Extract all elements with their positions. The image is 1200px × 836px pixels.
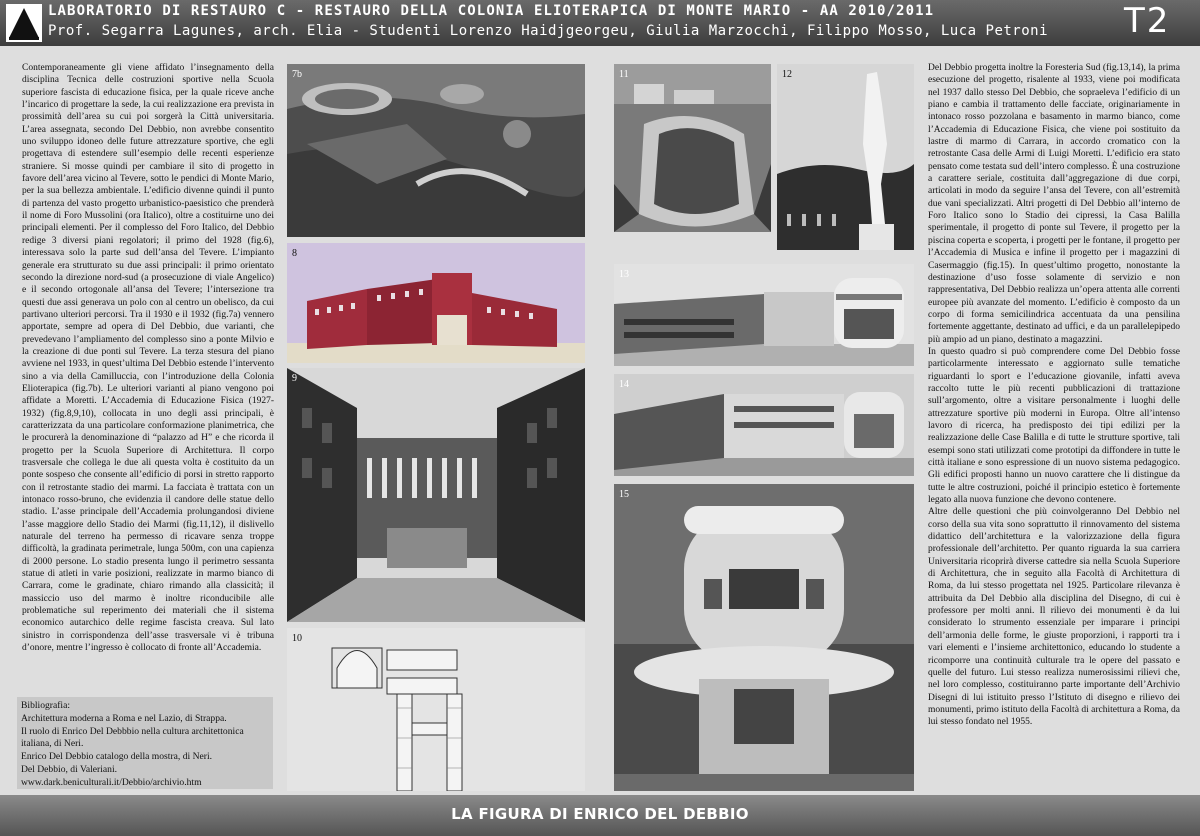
figure-15-magazzini-photo xyxy=(614,484,914,791)
bibliography-item: Enrico Del Debbio catalogo della mostra, di Neri. xyxy=(21,751,213,763)
page-title: LABORATORIO DI RESTAURO C - RESTAURO DELLA COLONIA ELIOTERAPICA DI MONTE MARIO - AA 2010/2011 xyxy=(48,3,935,19)
bibliography-heading: Bibliografia: xyxy=(21,700,71,711)
figure-label: 10 xyxy=(292,633,302,644)
bibliography-box xyxy=(17,697,273,789)
right-paragraph: Del Debbio progetta inoltre la Foresteria Sud (fig.13,14), la prima esecuzione del progetto, risalente al 1933, viene poi modificata nel 1937 dallo stesso Del Debbio, che sopraeleva l’edificio di un piano e cambia il trattamento delle facciate, originariamente in intonaco rosso pozzolana e basamento in marmo bianco, come l’Accademia di Educazione Fisica, che viene poi sostituito da lastre di marmo di Carrara, in accordo cromatico con la retrostante Casa delle Armi di Luigi Moretti. L’edificio era stato pensato come testata sud dell’intero complesso. È una costruzione a carattere seriale, costituita dall’aggregazione di due corpi, articolati in modo da seguire l’ansa del Tevere, con all’estremità due vani specializzati. Altri progetti di Del Debbio all’interno de Foro Italico sono lo Stadio dei cipressi, la Casa Balilla sperimentale, il progetto di ponte sul Tevere, il progetto per la piscina coperta e scoperta, i progetti per le fontane, il progetto per l’Accademia di Musica e infine il progetto per i magazzini di Casermaggio (fig.15). In quest’ultimo progetto, nonostante la destinazione d’uso fosse solamente di servizio e non rappresentativa, Del Debbio realizza un’opera attenta alle correnti europee più avanzate del momento. L’edificio è composto da un corpo di forma semicilindrica accentuata da una pensilina fortemente aggettante, destinato ad uffici, e da un parallelepipedo più ampio ad un piano, destinato a magazzini. xyxy=(928,63,1180,345)
figure-label: 8 xyxy=(292,248,297,259)
figure-14-foresteria-photo xyxy=(614,374,914,476)
right-text-column xyxy=(928,62,1180,729)
figure-label: 11 xyxy=(619,69,629,80)
figure-9-courtyard-photo xyxy=(287,368,585,622)
bibliography-item: Il ruolo di Enrico Del Debbbio nella cultura architettonica xyxy=(21,725,244,737)
figure-11-stadium-photo xyxy=(614,64,771,232)
figure-13-foresteria-photo xyxy=(614,264,914,366)
bibliography-item: italiana, di Neri. xyxy=(21,738,84,750)
figure-10-plan-drawing xyxy=(287,628,585,791)
figure-label: 13 xyxy=(619,269,629,280)
footer-title: LA FIGURA DI ENRICO DEL DEBBIO xyxy=(451,805,749,823)
page-subtitle: Prof. Segarra Lagunes, arch. Elia - Studenti Lorenzo Haidjgeorgeu, Giulia Marzocchi, Filippo Mosso, Luca Petroni xyxy=(48,23,1049,39)
sheet-code: T2 xyxy=(1124,1,1171,41)
figure-label: 7b xyxy=(292,69,302,80)
bibliography-item: Del Debbio, di Valeriani. xyxy=(21,763,118,775)
figure-8-facade-drawing xyxy=(287,243,585,363)
right-paragraph: Altre delle questioni che più coinvolgeranno Del Debbio nel corso della sua vita sono soprattutto il rinnovamento del sistema didattico dell’architettura e la valorizzazione della figura professionale dell’architetto. Per quanto riguarda la sua carriera Universitaria ricoprirà diverse cattedre sia nella Scuola Superiore di Architettura, che in seguito alla Facoltà di Architettura di Roma, da lui stesso progettata nel 1925. Particolare rilevanza è attribuita da Del Debbio alla disciplina del Disegno, di cui è professore per molti anni. Il rilievo dei monumenti è da lui considerato lo strumento essenziale per imparare i principi dell’armonia delle forme, le giuste proporzioni, i rapporti tra i vari elementi e l’insieme architettonico, educando lo studente a ricomporre una continuità culturale tra le opere del passato e quelle del futuro. Lui stesso realizza numerosissimi rilievi che, nel loro complesso, costituiranno parte importante dell’Archivio Disegni di lui istituito presso l’Istituto di disegno e rilievo dei monumenti, primo istituto della Facoltà di architettura a Roma, da lui stesso fondato nel 1955. xyxy=(928,507,1180,728)
figure-label: 14 xyxy=(619,379,629,390)
bibliography-link[interactable]: www.dark.beniculturali.it/Debbio/archivio.htm xyxy=(21,776,202,788)
figure-7b-aerial-photo xyxy=(287,64,585,237)
right-paragraph: In questo quadro si può comprendere come Del Debbio fosse particolarmente interessato e aggiornato sulle tematiche riguardanti lo sport e l’educazione giovanile, infatti aveva raccolto tutte le più recenti pubblicazioni di trattazione sull’argomento, oltre a visitare personalmente i luoghi delle attrezzature sportive più moderni in Europa. Oltre all’intenso lavoro di ricerca, ha predisposto dei tipi edilizi per la realizzazione delle Case Balilla e di tutte le strutture sportive, tali esempi sono stati utilizzati come prototipi da diffondere in tutte le città italiane e sono espressione di un nuovo sistema pedagogico. Gli edifici proposti hanno un nuovo carattere che li distingue da tutte le altre costruzioni, poiché il principio estetico è fortemente legato alla nuova funzione che devono contenere. xyxy=(928,346,1180,506)
left-text-column xyxy=(22,62,274,655)
university-logo-icon xyxy=(6,4,42,42)
figure-label: 12 xyxy=(782,69,792,80)
left-paragraph: Contemporaneamente gli viene affidato l’insegnamento della disciplina Tecnica delle costruzioni sportive nella Scuola superiore fascista di educazione fisica, per la quale riceve anche l’incarico di progettare la sede, la cui realizzazione era prevista in prossimità dell’area su cui poi sorgerà la Città universitaria. L’area assegnata, secondo Del Debbio, non avrebbe consentito uno sviluppo idoneo delle future attrezzature sportive, che egli progettava di estendere sull’esempio delle recenti esperienze straniere. Si mosse quindi per cambiare il sito di progetto in favore dell’area vicino al Tevere, sotto le pendici di Monte Mario, per la sua bellezza ambientale. L’edificio divenne quindi il punto di partenza del vasto progetto urbanistico-paesistico che prenderà il nome di Foro Mussolini (ora Italico), oltre a costituirne uno dei principali elementi. Per il complesso del Foro Italico, del Debbio redige 3 diversi piani regolatori; il primo del 1928 (fig.6), interessava solo la parte sud dell’ansa del Tevere. L’impianto generale era strutturato su due assi principali: il primo orientato secondo la direzione nord-sud (a prosecuzione di viale Angelico) e il secondo ortogonale all’ansa del Tevere; l’intersezione tra questi due assi generava un polo con al centro un obelisco, da cui partivano ulteriori percorsi. Tra il 1930 e il 1932 (fig.7a) vennero apportate, sempre ad opera di Del Debbio, due varianti, che prevedevano l’ampliamento del complesso sino a ponte Milvio e la creazione di due ponti sul Tevere. La terza stesura del piano avviene nel 1933, in quest’ultima Del Debbio estende l’intervento sino a via della Camilluccia, con l’introduzione della Colonia Elioterapica (fig.7b). Le ulteriori varianti al piano vengono poi affidate a Moretti. L’Accademia di Educazione Fisica (1927-1932) (fig.8,9,10), collocata in uno degli assi principali, è caratterizzata da una particolare conformazione planimetrica, che le procurerà la denominazione di “palazzo ad H” e che ricorda il progetto per la Scuola Superiore di Architettura. Il corpo trasversale che collega le due ali questa volta è costituito da un ponte sospeso che consente all’edificio di porsi in stretto rapporto con il retrostante stadio dei marmi. La facciata è trattata con un intonaco rosso-bruno, che evidenzia il candore delle statue dello stadio. L’asse principale dell’Accademia prolungandosi diviene l’asse maggiore dello Stadio dei Marmi (fig.11,12), il dislivello naturale del terreno ha permesso di ricavare senza troppe difficoltà, la gradinata perimetrale, lunga 500m, con una capienza di 2000 persone. Lo stadio presenta lungo il perimetro sessanta statue di atleti in varie posizioni, realizzate in marmo bianco di Carrara, come le gradinate, chiaro rimando alla classicità; il massiccio uso del marmo è inoltre riconducibile alle problematiche sul reperimento dei materiali che il sistema economico autarchico delle regime fascista creava. Sul lato sinistro in corrispondenza dell’asse trasversale vi è tribuna d’onore, mentre l’ingresso è collocato di fronte all’Accademia. xyxy=(22,63,274,654)
figure-12-statue-photo xyxy=(777,64,914,250)
figure-label: 9 xyxy=(292,373,297,384)
bibliography-item: Architettura moderna a Roma e nel Lazio, di Strappa. xyxy=(21,712,227,724)
figure-label: 15 xyxy=(619,489,629,500)
